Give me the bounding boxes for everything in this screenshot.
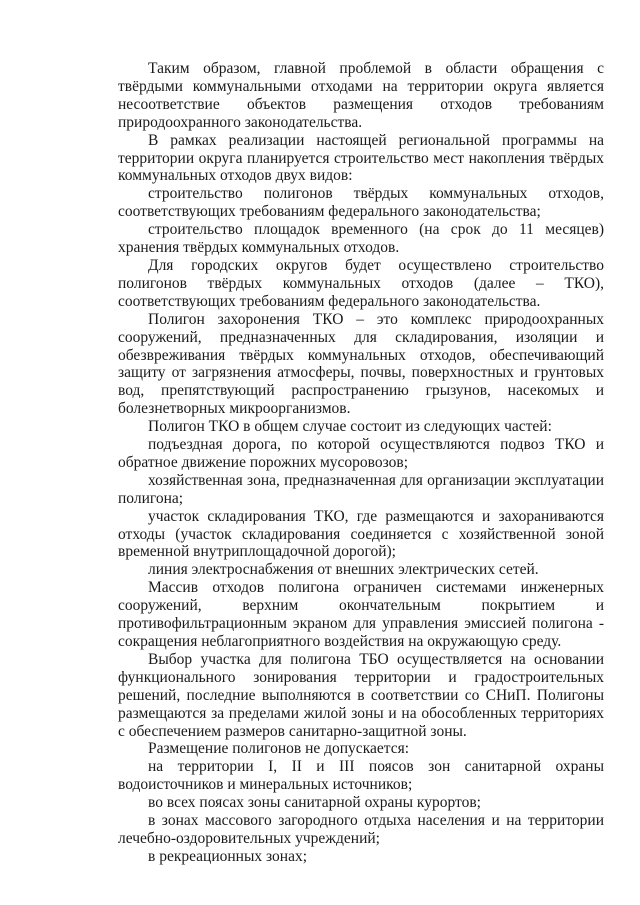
paragraph: В рамках реализации настоящей региональной программы на территории округа планируется строительство мест накопления твёрдых коммунальных отходов двух видов: (118, 131, 604, 185)
list-item: в рекреационных зонах; (148, 847, 308, 865)
paragraph: Выбор участка для полигона ТБО осуществляется на основании функционального зонирования территории и градостроительных решений, последние выполняются в соответствии со СНиП. Полигоны размещаются за пределами жилой зоны и на обособленных территориях с обеспечением размеров санитарно-защитной зоны. (118, 650, 604, 740)
list-item: строительство полигонов твёрдых коммунальных отходов, соответствующих требованиям федерального законодательства; (118, 185, 604, 221)
list-item: хозяйственная зона, предназначенная для организации эксплуатации полигона; (118, 471, 604, 507)
list-item: подъездная дорога, по которой осуществляются подвоз ТКО и обратное движение порожних мусоровозов; (118, 436, 604, 471)
list-item: на территории I, II и III поясов зон санитарной охраны водоисточников и минеральных источников; (118, 758, 604, 794)
paragraph: Полигон ТКО в общем случае состоит из следующих частей: (148, 418, 552, 436)
paragraph: Массив отходов полигона ограничен системами инженерных сооружений, верхним окончательным покрытием и противофильтрационным экраном для управления эмиссией полигона - сокращения неблагоприятного воздействия на окружающую среду. (118, 579, 604, 650)
list-item: во всех поясах зоны санитарной охраны курортов; (148, 794, 481, 812)
list-item: участок складирования ТКО, где размещаются и захораниваются отходы (участок складирования соединяется с хозяйственной зоной временной внутриплощадочной дорогой); (118, 507, 604, 561)
paragraph: Полигон захоронения ТКО – это комплекс природоохранных сооружений, предназначенных для складирования, изоляции и обезвреживания твёрдых коммунальных отходов, обеспечивающий защиту от загрязнения атмосферы, почвы, поверхностных и грунтовых вод, препятствующий распространению грызунов, насекомых и болезнетворных микроорганизмов. (118, 310, 604, 418)
list-item: в зонах массового загородного отдыха населения и на территории лечебно-оздоровительных учреждений; (118, 812, 604, 847)
list-item: строительство площадок временного (на срок до 11 месяцев) хранения твёрдых коммунальных отходов. (118, 221, 604, 257)
paragraph: Для городских округов будет осуществлено строительство полигонов твёрдых коммунальных отходов (далее – ТКО), соответствующих требованиям федерального законодательства. (118, 256, 604, 310)
list-item: линия электроснабжения от внешних электрических сетей. (148, 561, 539, 579)
document-body (118, 60, 604, 866)
paragraph: Таким образом, главной проблемой в области обращения с твёрдыми коммунальными отходами на территории округа является несоответствие объектов размещения отходов требованиям природоохранного законодательства. (118, 60, 604, 131)
paragraph: Размещение полигонов не допускается: (148, 740, 410, 758)
